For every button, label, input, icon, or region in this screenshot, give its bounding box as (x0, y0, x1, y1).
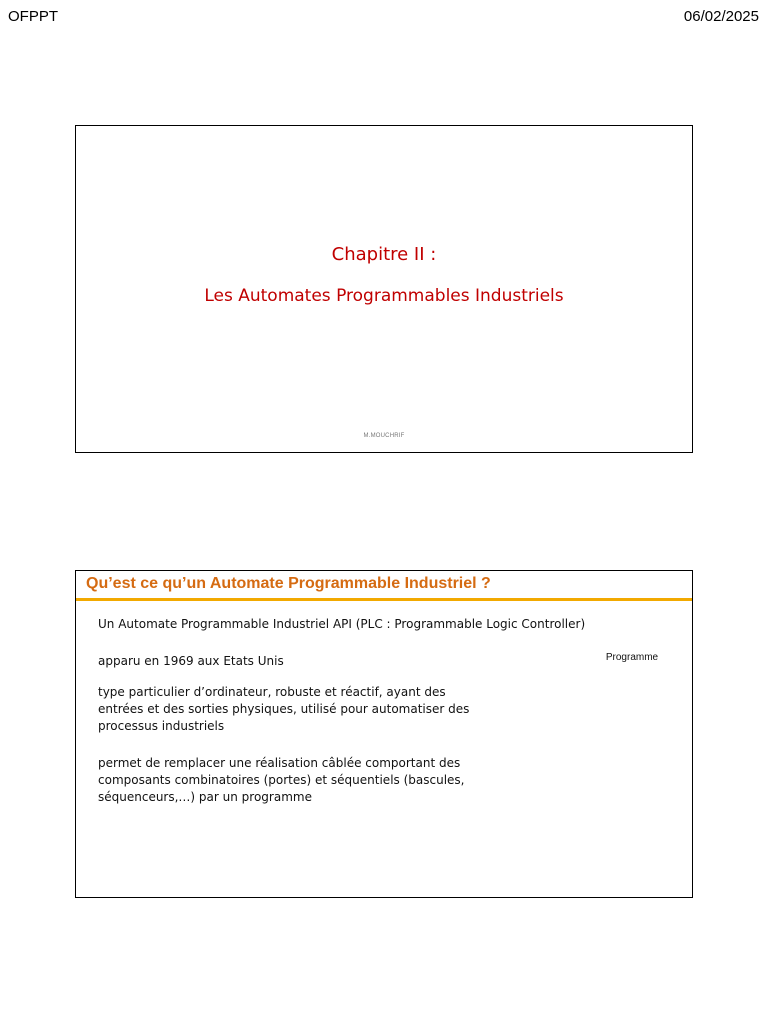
paragraph-definition: Un Automate Programmable Industriel API (PLC : Programmable Logic Controller) (98, 617, 586, 631)
slide-2 (75, 570, 693, 898)
diagram-programme-label: Programme (605, 652, 659, 663)
header-date: 06/02/2025 (683, 8, 759, 25)
slide-1 (75, 125, 693, 453)
slide-1-author: M.MOUCHRIF (363, 433, 405, 439)
chapter-subtitle: Les Automates Programmables Industriels (204, 286, 564, 306)
paragraph-replacement: permet de remplacer une réalisation câblée comportant des composants combinatoires (portes) et séquentiels (bascules, séquenceurs,…) par un programme (98, 756, 465, 804)
paragraph-origin: apparu en 1969 aux Etats Unis (98, 654, 284, 668)
title-rule (76, 598, 692, 601)
header-left-label: OFPPT (8, 8, 59, 25)
slide-2-title: Qu’est ce qu’un Automate Programmable Industriel ? (86, 575, 491, 592)
chapter-title: Chapitre II : (331, 244, 437, 265)
paragraph-type: type particulier d’ordinateur, robuste et réactif, ayant des entrées et des sorties physiques, utilisé pour automatiser des processus industriels (98, 685, 470, 733)
api-block-diagram (501, 647, 681, 735)
